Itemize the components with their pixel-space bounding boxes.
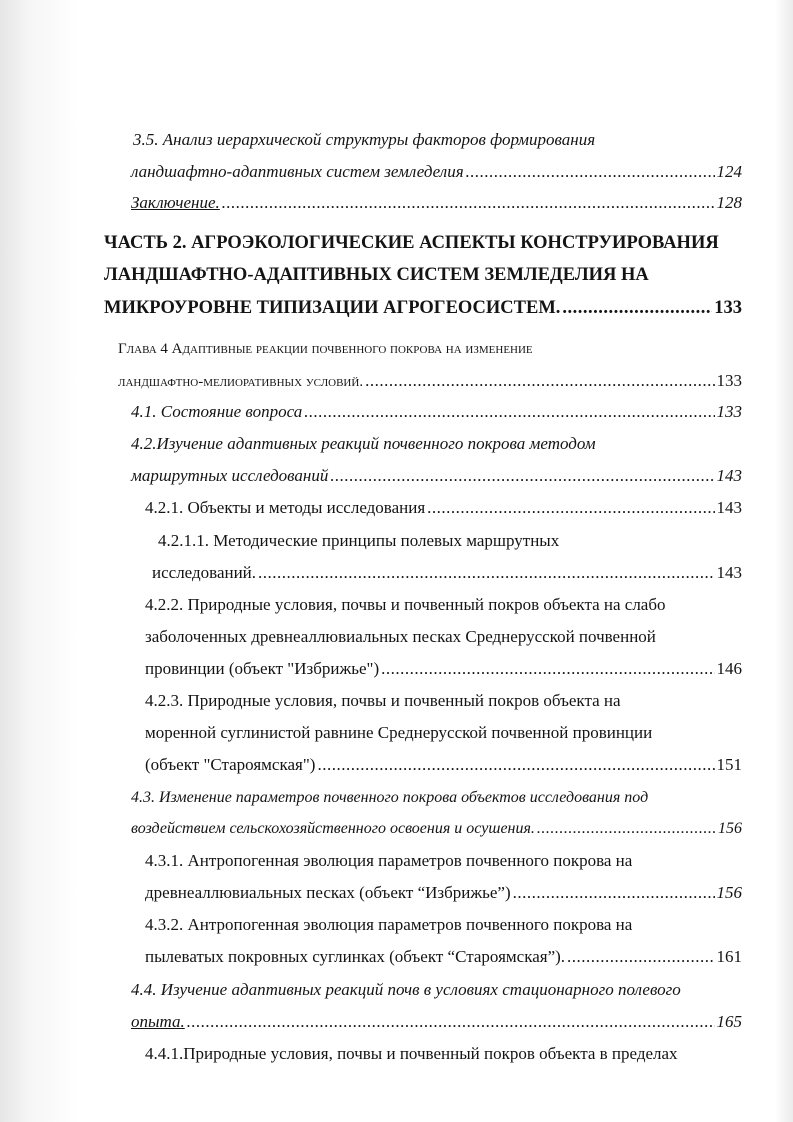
toc-entry-4-2-3-line2: моренной суглинистой равнине Среднерусской почвенной провинции [145, 723, 653, 742]
toc-chapter-4-line1: Глава 4 Адаптивные реакции почвенного покрова на изменение [118, 341, 533, 357]
toc-entry-4-3-1[interactable]: древнеаллювиальных песках (объект “Избрижье”) ..... 156 [145, 882, 742, 904]
page-number: 143 [716, 498, 742, 517]
page-number: 124 [716, 162, 742, 181]
toc-entry-conclusion[interactable]: Заключение. ..... 128 [131, 192, 742, 214]
leader-dots [187, 1011, 715, 1033]
toc-entry-4-1[interactable]: 4.1. Состояние вопроса ..... 133 [131, 401, 742, 423]
leader-dots [427, 497, 714, 519]
toc-entry-4-3-2[interactable]: пылеватых покровных суглинках (объект “Староямская”). ..... 161 [145, 946, 742, 968]
page-number: 143 [716, 563, 742, 582]
page-number: 156 [718, 820, 742, 837]
toc-entry-4-2-2-line2: заболоченных древнеаллювиальных песках Среднерусской почвенной [145, 627, 656, 646]
leader-dots [317, 754, 714, 776]
leader-dots [222, 192, 715, 214]
page-number: 133 [716, 371, 742, 390]
toc-entry-3-5-line1: 3.5. Анализ иерархической структуры факторов формирования [133, 130, 596, 149]
page-number: 146 [716, 659, 742, 678]
toc-entry-4-2-2[interactable]: провинции (объект "Избрижье") ..... 146 [145, 658, 742, 680]
leader-dots [567, 946, 714, 968]
leader-dots [381, 658, 714, 680]
page-number: 133 [714, 298, 742, 318]
page-number: 133 [716, 402, 742, 421]
toc-entry-4-3-2-line1: 4.3.2. Антропогенная эволюция параметров почвенного покрова на [145, 915, 633, 934]
toc-entry-4-2-3[interactable]: (объект "Староямская") ..... 151 [145, 754, 742, 776]
page-number: 128 [716, 193, 742, 212]
toc-entry-4-2-1[interactable]: 4.2.1. Объекты и методы исследования ..... 143 [145, 497, 742, 519]
toc-entry-4-4[interactable]: опыта. ..... 165 [131, 1011, 742, 1033]
toc-entry-3-5[interactable]: ландшафтно-адаптивных систем земледелия ..... 124 [131, 161, 742, 183]
leader-dots [304, 401, 714, 423]
part-2-heading-line2: ЛАНДШАФТНО-АДАПТИВНЫХ СИСТЕМ ЗЕМЛЕДЕЛИЯ НА [104, 265, 649, 285]
leader-dots [330, 465, 714, 487]
toc-entry-chapter-4[interactable]: ландшафтно-мелиоративных условий. ..... 133 [118, 370, 742, 393]
page-number: 151 [716, 755, 742, 774]
toc-entry-part-2[interactable]: МИКРОУРОВНЕ ТИПИЗАЦИИ АГРОГЕОСИСТЕМ. ..... 133 [104, 296, 742, 320]
leader-dots [365, 370, 714, 392]
leader-dots [537, 818, 716, 840]
toc-entry-4-4-line1: 4.4. Изучение адаптивных реакций почв в условиях стационарного полевого [131, 980, 681, 999]
page-number: 143 [716, 466, 742, 485]
leader-dots [513, 882, 715, 904]
toc-entry-4-3[interactable]: воздействием сельскохозяйственного освоения и осушения. ..... 156 [131, 818, 742, 840]
toc-entry-4-3-1-line1: 4.3.1. Антропогенная эволюция параметров почвенного покрова на [145, 851, 633, 870]
toc-entry-4-3-line1: 4.3. Изменение параметров почвенного покрова объектов исследования под [131, 789, 649, 806]
page-number: 156 [716, 883, 742, 902]
part-2-heading-line1: ЧАСТЬ 2. АГРОЭКОЛОГИЧЕСКИЕ АСПЕКТЫ КОНСТРУИРОВАНИЯ [104, 233, 719, 253]
leader-dots [466, 161, 715, 183]
toc-entry-4-2-1-1[interactable]: исследований. ..... 143 [152, 562, 742, 584]
page-number: 161 [716, 947, 742, 966]
toc-entry-4-2-line1: 4.2.Изучение адаптивных реакций почвенного покрова методом [131, 434, 596, 453]
leader-dots [562, 296, 712, 320]
page-number: 165 [716, 1012, 742, 1031]
toc-entry-4-2-2-line1: 4.2.2. Природные условия, почвы и почвенный покров объекта на слабо [145, 595, 666, 614]
toc-entry-4-2-1-1-line1: 4.2.1.1. Методические принципы полевых маршрутных [158, 531, 560, 550]
leader-dots [258, 562, 714, 584]
toc-entry-4-2[interactable]: маршрутных исследований ..... 143 [131, 465, 742, 487]
toc-entry-4-2-3-line1: 4.2.3. Природные условия, почвы и почвенный покров объекта на [145, 691, 621, 710]
toc-entry-4-4-1-line1: 4.4.1.Природные условия, почвы и почвенный покров объекта в пределах [145, 1044, 678, 1063]
